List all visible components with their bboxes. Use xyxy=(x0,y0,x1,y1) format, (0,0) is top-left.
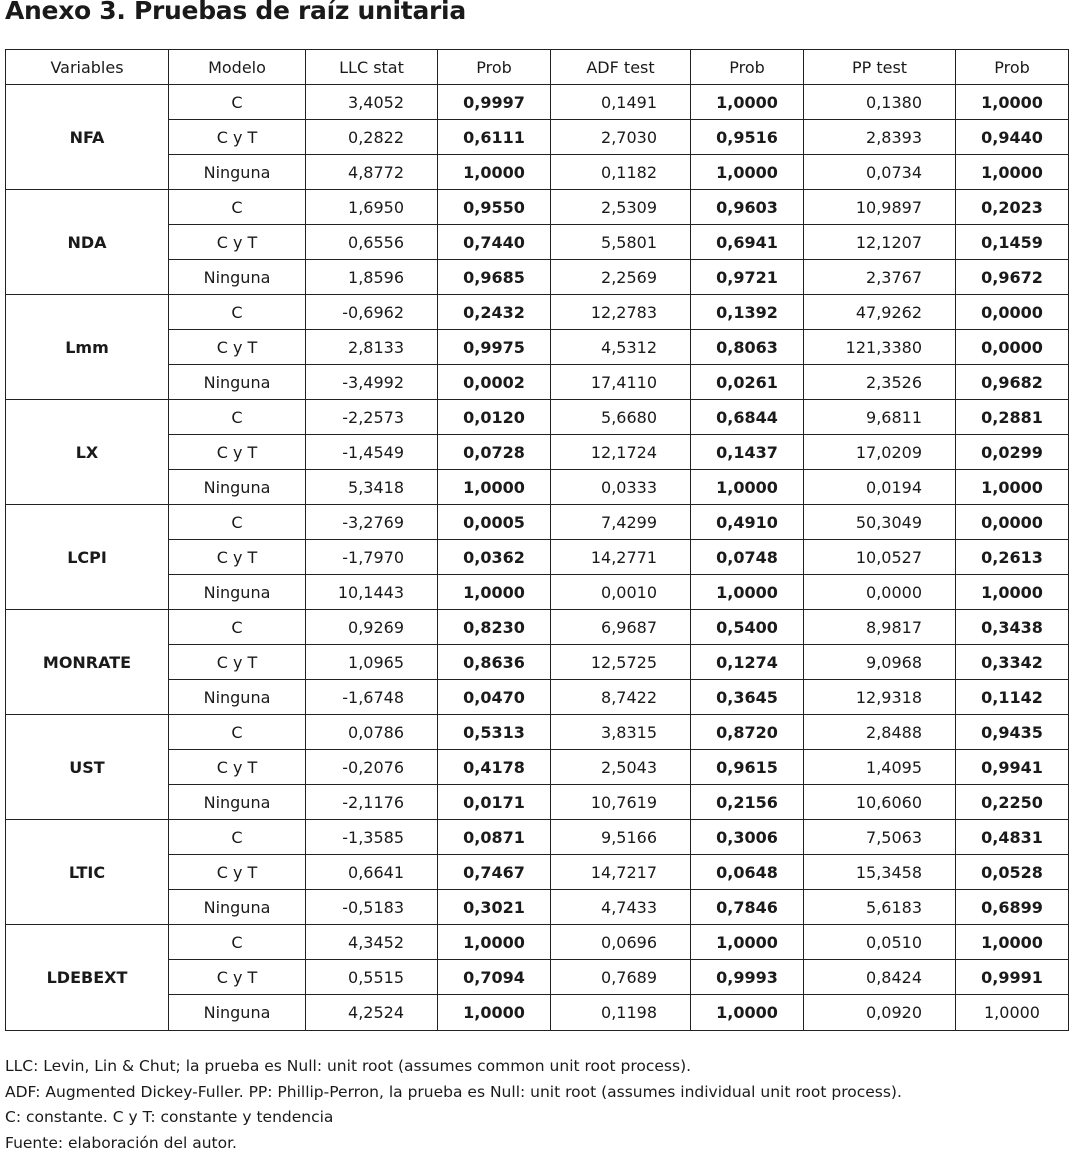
modelo-cell: Ninguna xyxy=(169,260,306,295)
adf-test-cell: 0,0333 xyxy=(551,470,691,505)
pp-prob-cell: 0,9991 xyxy=(956,960,1069,995)
llc-stat-cell: 4,8772 xyxy=(306,155,438,190)
adf-prob-cell: 0,8063 xyxy=(691,330,804,365)
pp-test-cell: 15,3458 xyxy=(804,855,956,890)
llc-prob-cell: 1,0000 xyxy=(438,575,551,610)
pp-prob-cell: 0,0000 xyxy=(956,505,1069,540)
llc-stat-cell: -3,2769 xyxy=(306,505,438,540)
adf-test-cell: 10,7619 xyxy=(551,785,691,820)
llc-stat-cell: -1,6748 xyxy=(306,680,438,715)
pp-prob-cell: 0,3438 xyxy=(956,610,1069,645)
note-source: Fuente: elaboración del autor. xyxy=(5,1131,902,1156)
llc-prob-cell: 0,0002 xyxy=(438,365,551,400)
llc-prob-cell: 0,0470 xyxy=(438,680,551,715)
table-row xyxy=(6,85,1069,120)
modelo-cell: C y T xyxy=(169,330,306,365)
adf-test-cell: 0,1182 xyxy=(551,155,691,190)
adf-test-cell: 8,7422 xyxy=(551,680,691,715)
modelo-cell: C y T xyxy=(169,540,306,575)
modelo-cell: C y T xyxy=(169,855,306,890)
llc-prob-cell: 0,0171 xyxy=(438,785,551,820)
pp-test-cell: 121,3380 xyxy=(804,330,956,365)
table-row xyxy=(6,715,1069,750)
pp-prob-cell: 0,0000 xyxy=(956,295,1069,330)
modelo-cell: C xyxy=(169,610,306,645)
modelo-cell: C xyxy=(169,505,306,540)
adf-test-cell: 12,5725 xyxy=(551,645,691,680)
table-row xyxy=(6,400,1069,435)
llc-stat-cell: -2,1176 xyxy=(306,785,438,820)
pp-prob-cell: 1,0000 xyxy=(956,470,1069,505)
modelo-cell: C y T xyxy=(169,960,306,995)
modelo-cell: C y T xyxy=(169,225,306,260)
variable-cell: Lmm xyxy=(6,295,169,400)
pp-prob-cell: 0,6899 xyxy=(956,890,1069,925)
llc-stat-cell: -1,7970 xyxy=(306,540,438,575)
pp-test-cell: 0,0734 xyxy=(804,155,956,190)
adf-prob-cell: 0,9516 xyxy=(691,120,804,155)
header-llc-stat: LLC stat xyxy=(306,50,438,85)
adf-prob-cell: 1,0000 xyxy=(691,470,804,505)
pp-test-cell: 0,1380 xyxy=(804,85,956,120)
modelo-cell: C xyxy=(169,820,306,855)
adf-test-cell: 17,4110 xyxy=(551,365,691,400)
pp-prob-cell: 1,0000 xyxy=(956,155,1069,190)
llc-stat-cell: 0,9269 xyxy=(306,610,438,645)
pp-prob-cell: 0,9435 xyxy=(956,715,1069,750)
adf-prob-cell: 0,9615 xyxy=(691,750,804,785)
adf-prob-cell: 0,6844 xyxy=(691,400,804,435)
adf-test-cell: 12,2783 xyxy=(551,295,691,330)
variable-cell: NDA xyxy=(6,190,169,295)
modelo-cell: C y T xyxy=(169,750,306,785)
pp-test-cell: 9,6811 xyxy=(804,400,956,435)
pp-prob-cell: 0,2023 xyxy=(956,190,1069,225)
adf-test-cell: 5,6680 xyxy=(551,400,691,435)
adf-test-cell: 4,7433 xyxy=(551,890,691,925)
header-adf-prob: Prob xyxy=(691,50,804,85)
llc-stat-cell: 0,2822 xyxy=(306,120,438,155)
llc-stat-cell: -1,4549 xyxy=(306,435,438,470)
pp-prob-cell: 1,0000 xyxy=(956,995,1069,1031)
adf-test-cell: 2,5043 xyxy=(551,750,691,785)
pp-test-cell: 47,9262 xyxy=(804,295,956,330)
llc-prob-cell: 0,9997 xyxy=(438,85,551,120)
pp-test-cell: 0,0000 xyxy=(804,575,956,610)
pp-test-cell: 12,9318 xyxy=(804,680,956,715)
adf-prob-cell: 0,1392 xyxy=(691,295,804,330)
modelo-cell: Ninguna xyxy=(169,365,306,400)
adf-test-cell: 6,9687 xyxy=(551,610,691,645)
pp-test-cell: 2,3526 xyxy=(804,365,956,400)
modelo-cell: Ninguna xyxy=(169,680,306,715)
llc-prob-cell: 0,7440 xyxy=(438,225,551,260)
llc-prob-cell: 0,9975 xyxy=(438,330,551,365)
llc-prob-cell: 0,0728 xyxy=(438,435,551,470)
adf-test-cell: 0,0010 xyxy=(551,575,691,610)
pp-test-cell: 50,3049 xyxy=(804,505,956,540)
variable-cell: NFA xyxy=(6,85,169,190)
llc-prob-cell: 1,0000 xyxy=(438,925,551,960)
table-row xyxy=(6,820,1069,855)
adf-prob-cell: 0,6941 xyxy=(691,225,804,260)
modelo-cell: Ninguna xyxy=(169,155,306,190)
llc-stat-cell: -0,6962 xyxy=(306,295,438,330)
adf-prob-cell: 0,2156 xyxy=(691,785,804,820)
pp-prob-cell: 0,9440 xyxy=(956,120,1069,155)
modelo-cell: C xyxy=(169,85,306,120)
adf-prob-cell: 1,0000 xyxy=(691,575,804,610)
adf-test-cell: 0,0696 xyxy=(551,925,691,960)
adf-prob-cell: 0,9993 xyxy=(691,960,804,995)
pp-prob-cell: 0,3342 xyxy=(956,645,1069,680)
llc-stat-cell: 4,3452 xyxy=(306,925,438,960)
llc-stat-cell: -2,2573 xyxy=(306,400,438,435)
adf-test-cell: 2,7030 xyxy=(551,120,691,155)
adf-test-cell: 0,7689 xyxy=(551,960,691,995)
unit-root-table xyxy=(5,49,1069,1031)
llc-stat-cell: 0,6556 xyxy=(306,225,438,260)
modelo-cell: C y T xyxy=(169,645,306,680)
llc-stat-cell: 2,8133 xyxy=(306,330,438,365)
llc-stat-cell: 1,8596 xyxy=(306,260,438,295)
adf-test-cell: 2,2569 xyxy=(551,260,691,295)
llc-prob-cell: 0,2432 xyxy=(438,295,551,330)
table-row xyxy=(6,925,1069,960)
pp-test-cell: 5,6183 xyxy=(804,890,956,925)
pp-prob-cell: 0,1142 xyxy=(956,680,1069,715)
modelo-cell: Ninguna xyxy=(169,785,306,820)
adf-prob-cell: 0,0648 xyxy=(691,855,804,890)
modelo-cell: C xyxy=(169,295,306,330)
llc-prob-cell: 1,0000 xyxy=(438,155,551,190)
variable-cell: LDEBEXT xyxy=(6,925,169,1031)
pp-test-cell: 10,6060 xyxy=(804,785,956,820)
llc-stat-cell: 1,6950 xyxy=(306,190,438,225)
variable-cell: LTIC xyxy=(6,820,169,925)
table-row xyxy=(6,295,1069,330)
variable-cell: MONRATE xyxy=(6,610,169,715)
adf-prob-cell: 0,5400 xyxy=(691,610,804,645)
header-variables: Variables xyxy=(6,50,169,85)
adf-test-cell: 0,1198 xyxy=(551,995,691,1031)
llc-stat-cell: 0,5515 xyxy=(306,960,438,995)
pp-prob-cell: 0,2881 xyxy=(956,400,1069,435)
modelo-cell: C xyxy=(169,715,306,750)
table-row xyxy=(6,505,1069,540)
adf-prob-cell: 0,9603 xyxy=(691,190,804,225)
modelo-cell: C y T xyxy=(169,120,306,155)
llc-prob-cell: 0,8636 xyxy=(438,645,551,680)
llc-prob-cell: 0,0871 xyxy=(438,820,551,855)
llc-prob-cell: 0,3021 xyxy=(438,890,551,925)
llc-stat-cell: 4,2524 xyxy=(306,995,438,1031)
page-title: Anexo 3. Pruebas de raíz unitaria xyxy=(5,0,466,25)
adf-prob-cell: 1,0000 xyxy=(691,155,804,190)
table-header-row xyxy=(6,50,1069,85)
llc-stat-cell: -1,3585 xyxy=(306,820,438,855)
llc-stat-cell: -0,5183 xyxy=(306,890,438,925)
llc-prob-cell: 0,4178 xyxy=(438,750,551,785)
adf-prob-cell: 0,1274 xyxy=(691,645,804,680)
adf-prob-cell: 0,0748 xyxy=(691,540,804,575)
note-models: C: constante. C y T: constante y tendencia xyxy=(5,1105,902,1131)
llc-prob-cell: 0,8230 xyxy=(438,610,551,645)
llc-prob-cell: 0,0362 xyxy=(438,540,551,575)
variable-cell: UST xyxy=(6,715,169,820)
llc-stat-cell: -3,4992 xyxy=(306,365,438,400)
variable-cell: LCPI xyxy=(6,505,169,610)
pp-test-cell: 1,4095 xyxy=(804,750,956,785)
table-notes xyxy=(5,1054,902,1156)
pp-test-cell: 2,8393 xyxy=(804,120,956,155)
modelo-cell: C xyxy=(169,925,306,960)
llc-stat-cell: 10,1443 xyxy=(306,575,438,610)
modelo-cell: Ninguna xyxy=(169,575,306,610)
adf-test-cell: 3,8315 xyxy=(551,715,691,750)
adf-prob-cell: 0,3645 xyxy=(691,680,804,715)
pp-prob-cell: 0,4831 xyxy=(956,820,1069,855)
adf-test-cell: 0,1491 xyxy=(551,85,691,120)
llc-prob-cell: 0,0005 xyxy=(438,505,551,540)
modelo-cell: C xyxy=(169,190,306,225)
header-llc-prob: Prob xyxy=(438,50,551,85)
pp-test-cell: 2,3767 xyxy=(804,260,956,295)
pp-test-cell: 0,0920 xyxy=(804,995,956,1031)
modelo-cell: C y T xyxy=(169,435,306,470)
llc-prob-cell: 0,0120 xyxy=(438,400,551,435)
header-pp-test: PP test xyxy=(804,50,956,85)
header-modelo: Modelo xyxy=(169,50,306,85)
llc-stat-cell: 0,6641 xyxy=(306,855,438,890)
note-adf-pp: ADF: Augmented Dickey-Fuller. PP: Phillip-Perron, la prueba es Null: unit root (assumes individual unit root process). xyxy=(5,1080,902,1106)
llc-prob-cell: 0,7094 xyxy=(438,960,551,995)
llc-prob-cell: 1,0000 xyxy=(438,470,551,505)
pp-test-cell: 9,0968 xyxy=(804,645,956,680)
pp-test-cell: 2,8488 xyxy=(804,715,956,750)
adf-prob-cell: 0,9721 xyxy=(691,260,804,295)
llc-prob-cell: 0,5313 xyxy=(438,715,551,750)
llc-prob-cell: 0,9550 xyxy=(438,190,551,225)
header-adf-test: ADF test xyxy=(551,50,691,85)
adf-test-cell: 9,5166 xyxy=(551,820,691,855)
pp-prob-cell: 1,0000 xyxy=(956,575,1069,610)
pp-prob-cell: 0,0299 xyxy=(956,435,1069,470)
pp-test-cell: 0,8424 xyxy=(804,960,956,995)
pp-test-cell: 12,1207 xyxy=(804,225,956,260)
table-body xyxy=(6,85,1069,1031)
pp-prob-cell: 0,9672 xyxy=(956,260,1069,295)
adf-prob-cell: 1,0000 xyxy=(691,995,804,1031)
adf-prob-cell: 1,0000 xyxy=(691,85,804,120)
adf-prob-cell: 0,7846 xyxy=(691,890,804,925)
llc-stat-cell: 5,3418 xyxy=(306,470,438,505)
table-row xyxy=(6,610,1069,645)
pp-prob-cell: 1,0000 xyxy=(956,925,1069,960)
adf-test-cell: 14,2771 xyxy=(551,540,691,575)
llc-stat-cell: -0,2076 xyxy=(306,750,438,785)
llc-prob-cell: 0,9685 xyxy=(438,260,551,295)
llc-stat-cell: 3,4052 xyxy=(306,85,438,120)
llc-stat-cell: 1,0965 xyxy=(306,645,438,680)
pp-prob-cell: 0,1459 xyxy=(956,225,1069,260)
pp-prob-cell: 0,0528 xyxy=(956,855,1069,890)
llc-prob-cell: 0,6111 xyxy=(438,120,551,155)
pp-prob-cell: 0,0000 xyxy=(956,330,1069,365)
pp-prob-cell: 0,9941 xyxy=(956,750,1069,785)
header-pp-prob: Prob xyxy=(956,50,1069,85)
table-row xyxy=(6,190,1069,225)
adf-prob-cell: 0,1437 xyxy=(691,435,804,470)
adf-prob-cell: 0,0261 xyxy=(691,365,804,400)
pp-test-cell: 10,0527 xyxy=(804,540,956,575)
adf-prob-cell: 0,3006 xyxy=(691,820,804,855)
pp-prob-cell: 0,2613 xyxy=(956,540,1069,575)
pp-test-cell: 0,0510 xyxy=(804,925,956,960)
modelo-cell: Ninguna xyxy=(169,890,306,925)
modelo-cell: Ninguna xyxy=(169,995,306,1031)
pp-test-cell: 0,0194 xyxy=(804,470,956,505)
pp-test-cell: 10,9897 xyxy=(804,190,956,225)
variable-cell: LX xyxy=(6,400,169,505)
pp-test-cell: 17,0209 xyxy=(804,435,956,470)
pp-prob-cell: 0,9682 xyxy=(956,365,1069,400)
adf-test-cell: 14,7217 xyxy=(551,855,691,890)
note-llc: LLC: Levin, Lin & Chut; la prueba es Null: unit root (assumes common unit root process). xyxy=(5,1054,902,1080)
pp-prob-cell: 1,0000 xyxy=(956,85,1069,120)
adf-prob-cell: 1,0000 xyxy=(691,925,804,960)
llc-stat-cell: 0,0786 xyxy=(306,715,438,750)
pp-test-cell: 7,5063 xyxy=(804,820,956,855)
llc-prob-cell: 1,0000 xyxy=(438,995,551,1031)
adf-test-cell: 4,5312 xyxy=(551,330,691,365)
llc-prob-cell: 0,7467 xyxy=(438,855,551,890)
modelo-cell: C xyxy=(169,400,306,435)
adf-test-cell: 2,5309 xyxy=(551,190,691,225)
adf-prob-cell: 0,8720 xyxy=(691,715,804,750)
adf-test-cell: 12,1724 xyxy=(551,435,691,470)
adf-test-cell: 5,5801 xyxy=(551,225,691,260)
pp-test-cell: 8,9817 xyxy=(804,610,956,645)
adf-prob-cell: 0,4910 xyxy=(691,505,804,540)
modelo-cell: Ninguna xyxy=(169,470,306,505)
adf-test-cell: 7,4299 xyxy=(551,505,691,540)
pp-prob-cell: 0,2250 xyxy=(956,785,1069,820)
